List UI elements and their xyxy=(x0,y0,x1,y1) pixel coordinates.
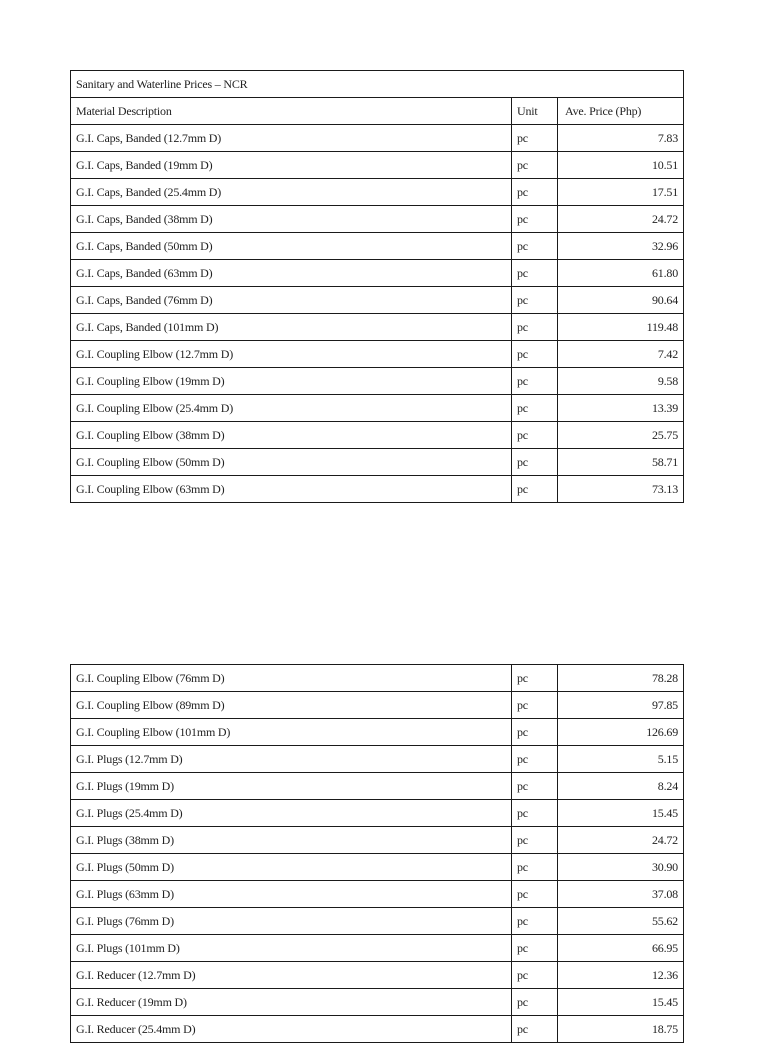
table-row xyxy=(71,827,684,854)
ave-price-cell: 18.75 xyxy=(558,1016,684,1043)
unit-cell: pc xyxy=(512,125,558,152)
ave-price-cell: 15.45 xyxy=(558,989,684,1016)
table-row xyxy=(71,368,684,395)
material-description-cell: G.I. Plugs (25.4mm D) xyxy=(71,800,512,827)
material-description-cell: G.I. Reducer (25.4mm D) xyxy=(71,1016,512,1043)
ave-price-cell: 30.90 xyxy=(558,854,684,881)
unit-cell: pc xyxy=(512,314,558,341)
ave-price-cell: 126.69 xyxy=(558,719,684,746)
unit-cell: pc xyxy=(512,260,558,287)
header-material-description: Material Description xyxy=(71,98,512,125)
material-description-cell: G.I. Caps, Banded (38mm D) xyxy=(71,206,512,233)
ave-price-cell: 15.45 xyxy=(558,800,684,827)
table-row xyxy=(71,962,684,989)
unit-cell: pc xyxy=(512,692,558,719)
table-row xyxy=(71,314,684,341)
material-description-cell: G.I. Plugs (50mm D) xyxy=(71,854,512,881)
table-row xyxy=(71,152,684,179)
table-row xyxy=(71,449,684,476)
ave-price-cell: 58.71 xyxy=(558,449,684,476)
material-description-cell: G.I. Caps, Banded (76mm D) xyxy=(71,287,512,314)
material-description-cell: G.I. Coupling Elbow (50mm D) xyxy=(71,449,512,476)
material-description-cell: G.I. Plugs (63mm D) xyxy=(71,881,512,908)
table-row xyxy=(71,1016,684,1043)
material-description-cell: G.I. Caps, Banded (50mm D) xyxy=(71,233,512,260)
ave-price-cell: 119.48 xyxy=(558,314,684,341)
table-row xyxy=(71,854,684,881)
unit-cell: pc xyxy=(512,719,558,746)
material-description-cell: G.I. Caps, Banded (19mm D) xyxy=(71,152,512,179)
ave-price-cell: 24.72 xyxy=(558,827,684,854)
ave-price-cell: 12.36 xyxy=(558,962,684,989)
material-description-cell: G.I. Plugs (101mm D) xyxy=(71,935,512,962)
material-description-cell: G.I. Caps, Banded (101mm D) xyxy=(71,314,512,341)
header-ave-price: Ave. Price (Php) xyxy=(558,98,684,125)
unit-cell: pc xyxy=(512,449,558,476)
unit-cell: pc xyxy=(512,179,558,206)
ave-price-cell: 90.64 xyxy=(558,287,684,314)
material-description-cell: G.I. Caps, Banded (12.7mm D) xyxy=(71,125,512,152)
header-unit: Unit xyxy=(512,98,558,125)
unit-cell: pc xyxy=(512,746,558,773)
ave-price-cell: 97.85 xyxy=(558,692,684,719)
price-table-1-body xyxy=(71,71,684,503)
price-table-2-body xyxy=(71,665,684,1043)
unit-cell: pc xyxy=(512,800,558,827)
ave-price-cell: 73.13 xyxy=(558,476,684,503)
material-description-cell: G.I. Coupling Elbow (25.4mm D) xyxy=(71,395,512,422)
unit-cell: pc xyxy=(512,1016,558,1043)
ave-price-cell: 66.95 xyxy=(558,935,684,962)
table-row xyxy=(71,287,684,314)
ave-price-cell: 32.96 xyxy=(558,233,684,260)
unit-cell: pc xyxy=(512,854,558,881)
unit-cell: pc xyxy=(512,233,558,260)
ave-price-cell: 8.24 xyxy=(558,773,684,800)
unit-cell: pc xyxy=(512,152,558,179)
unit-cell: pc xyxy=(512,341,558,368)
table-row xyxy=(71,746,684,773)
unit-cell: pc xyxy=(512,881,558,908)
unit-cell: pc xyxy=(512,395,558,422)
ave-price-cell: 24.72 xyxy=(558,206,684,233)
unit-cell: pc xyxy=(512,476,558,503)
table-row xyxy=(71,260,684,287)
unit-cell: pc xyxy=(512,368,558,395)
material-description-cell: G.I. Coupling Elbow (76mm D) xyxy=(71,665,512,692)
table-row xyxy=(71,206,684,233)
material-description-cell: G.I. Coupling Elbow (101mm D) xyxy=(71,719,512,746)
table-title: Sanitary and Waterline Prices – NCR xyxy=(71,71,684,98)
material-description-cell: G.I. Coupling Elbow (63mm D) xyxy=(71,476,512,503)
material-description-cell: G.I. Plugs (76mm D) xyxy=(71,908,512,935)
material-description-cell: G.I. Caps, Banded (63mm D) xyxy=(71,260,512,287)
unit-cell: pc xyxy=(512,206,558,233)
unit-cell: pc xyxy=(512,827,558,854)
ave-price-cell: 25.75 xyxy=(558,422,684,449)
unit-cell: pc xyxy=(512,422,558,449)
table-row xyxy=(71,935,684,962)
table-row xyxy=(71,719,684,746)
ave-price-cell: 17.51 xyxy=(558,179,684,206)
material-description-cell: G.I. Coupling Elbow (89mm D) xyxy=(71,692,512,719)
table-row xyxy=(71,773,684,800)
unit-cell: pc xyxy=(512,908,558,935)
table-row xyxy=(71,341,684,368)
table-row xyxy=(71,125,684,152)
material-description-cell: G.I. Plugs (12.7mm D) xyxy=(71,746,512,773)
table-row xyxy=(71,179,684,206)
material-description-cell: G.I. Coupling Elbow (38mm D) xyxy=(71,422,512,449)
ave-price-cell: 78.28 xyxy=(558,665,684,692)
material-description-cell: G.I. Coupling Elbow (19mm D) xyxy=(71,368,512,395)
unit-cell: pc xyxy=(512,287,558,314)
table-row xyxy=(71,881,684,908)
material-description-cell: G.I. Reducer (12.7mm D) xyxy=(71,962,512,989)
table-row xyxy=(71,692,684,719)
table-title-row xyxy=(71,71,684,98)
material-description-cell: G.I. Coupling Elbow (12.7mm D) xyxy=(71,341,512,368)
ave-price-cell: 7.83 xyxy=(558,125,684,152)
ave-price-cell: 10.51 xyxy=(558,152,684,179)
table-row xyxy=(71,476,684,503)
ave-price-cell: 13.39 xyxy=(558,395,684,422)
table-row xyxy=(71,989,684,1016)
table-row xyxy=(71,908,684,935)
material-description-cell: G.I. Reducer (19mm D) xyxy=(71,989,512,1016)
price-table-2 xyxy=(70,664,684,1043)
unit-cell: pc xyxy=(512,962,558,989)
ave-price-cell: 37.08 xyxy=(558,881,684,908)
ave-price-cell: 9.58 xyxy=(558,368,684,395)
price-table-1 xyxy=(70,70,684,503)
table-row xyxy=(71,233,684,260)
table-row xyxy=(71,395,684,422)
table-header-row xyxy=(71,98,684,125)
ave-price-cell: 5.15 xyxy=(558,746,684,773)
ave-price-cell: 7.42 xyxy=(558,341,684,368)
table-row xyxy=(71,422,684,449)
material-description-cell: G.I. Plugs (19mm D) xyxy=(71,773,512,800)
material-description-cell: G.I. Plugs (38mm D) xyxy=(71,827,512,854)
table-row xyxy=(71,665,684,692)
unit-cell: pc xyxy=(512,665,558,692)
unit-cell: pc xyxy=(512,773,558,800)
table-row xyxy=(71,800,684,827)
ave-price-cell: 55.62 xyxy=(558,908,684,935)
material-description-cell: G.I. Caps, Banded (25.4mm D) xyxy=(71,179,512,206)
unit-cell: pc xyxy=(512,989,558,1016)
ave-price-cell: 61.80 xyxy=(558,260,684,287)
unit-cell: pc xyxy=(512,935,558,962)
